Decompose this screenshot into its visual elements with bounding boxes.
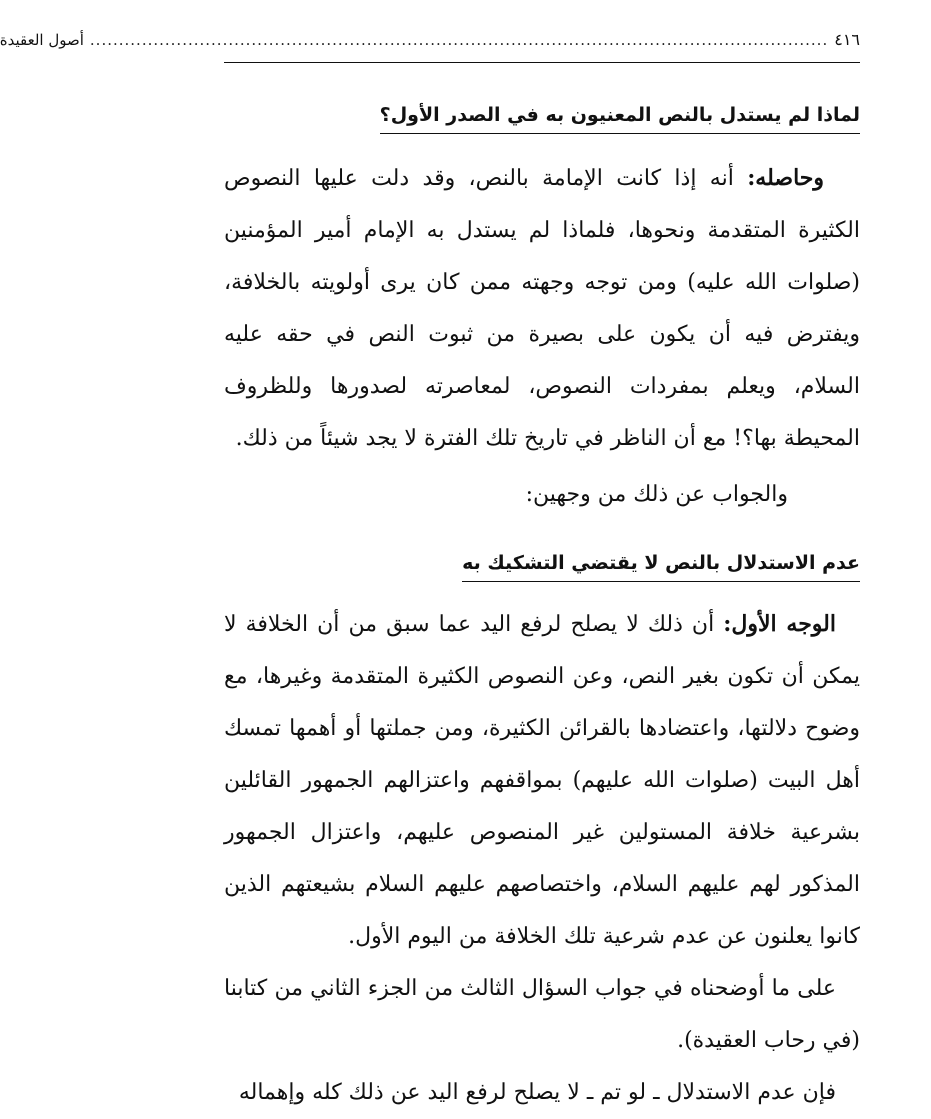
page-number: ٤١٦ — [834, 30, 860, 49]
running-header — [0, 30, 860, 60]
paragraph-lead: وحاصله: — [747, 165, 824, 191]
book-page — [0, 30, 860, 1105]
leader-dots: ................................................................................................................................ — [89, 31, 829, 49]
book-title: أصول العقيدة — [0, 31, 84, 49]
body-paragraph — [224, 152, 860, 465]
paragraph-text: أنه إذا كانت الإمامة بالنص، وقد دلت عليها النصوص الكثيرة المتقدمة ونحوها، فلماذا لم يستدل به الإمام أمير المؤمنين (صلوات الله عليه) ومن توجه وجهته ممن كان يرى أولويته بالخلافة، ويفترض فيه أن يكون على بصيرة من ثبوت النص في حقه عليه السلام، ويعلم بمفردات النصوص، لمعاصرته لصدورها وللظروف المحيطة بها؟! مع أن الناظر في تاريخ تلك الفترة لا يجد شيئاً من ذلك. — [224, 166, 860, 451]
body-paragraph: على ما أوضحناه في جواب السؤال الثالث من الجزء الثاني من كتابنا (في رحاب العقيدة). — [224, 976, 860, 1053]
section-heading: عدم الاستدلال بالنص لا يقتضي التشكيك به — [462, 549, 860, 582]
body-paragraph — [224, 598, 860, 963]
body-paragraph: فإن عدم الاستدلال ـ لو تم ـ لا يصلح لرفع اليد عن ذلك كله وإهماله — [238, 1080, 836, 1105]
header-rule — [224, 62, 860, 63]
section-heading: لماذا لم يستدل بالنص المعنيون به في الصدر الأول؟ — [380, 101, 860, 134]
section-heading-wrap — [224, 101, 860, 134]
paragraph-text: أن ذلك لا يصلح لرفع اليد عما سبق من أن الخلافة لا يمكن أن تكون بغير النص، وعن النصوص الكثيرة المتقدمة وغيرها، مع وضوح دلالتها، واعتضادها بالقرائن الكثيرة، ومن جملتها أو أهمها تمسك أهل البيت (صلوات الله عليهم) بمواقفهم واعتزالهم الجمهور القائلين بشرعية خلافة المستولين غير المنصوص عليهم، واعتزال الجمهور المذكور لهم عليهم السلام، واختصاصهم عليهم السلام بشيعتهم الذين كانوا يعلنون عن عدم شرعية تلك الخلافة من اليوم الأول. — [224, 612, 860, 949]
paragraph-lead: الوجه الأول: — [723, 611, 836, 637]
body-paragraph: والجواب عن ذلك من وجهين: — [525, 482, 788, 507]
section-heading-wrap — [224, 549, 860, 582]
